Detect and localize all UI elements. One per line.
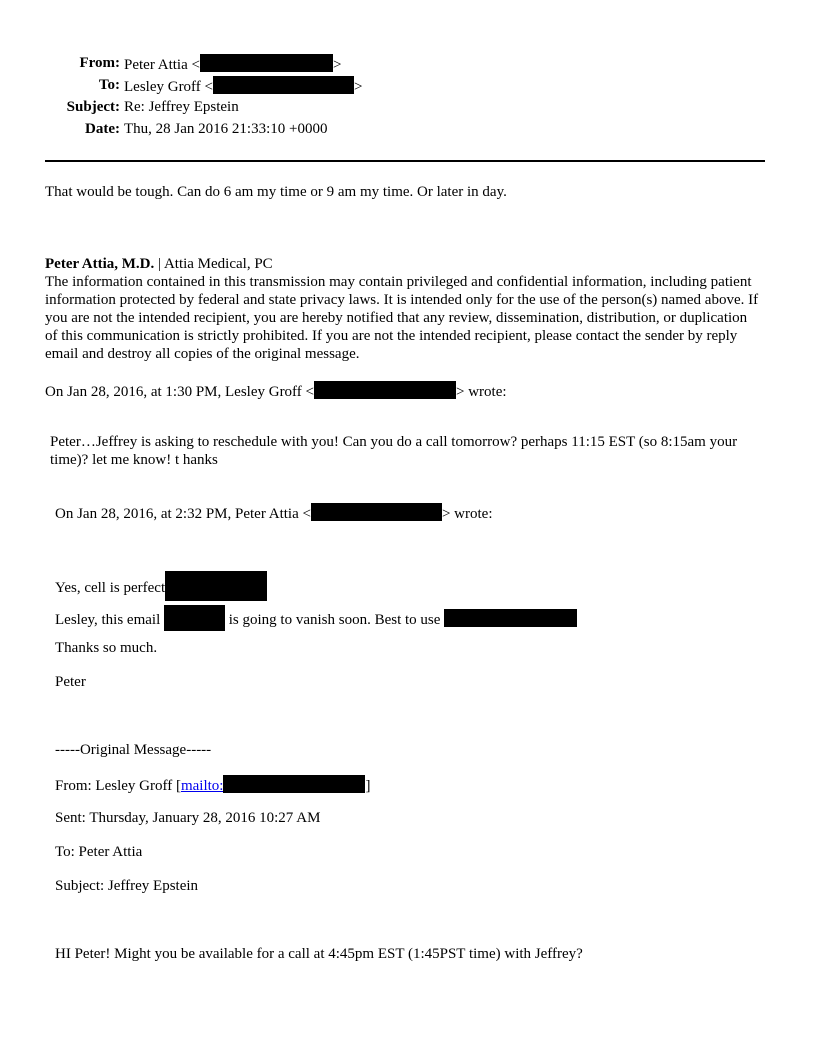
redacted-block — [164, 605, 225, 631]
date-value: Thu, 28 Jan 2016 21:33:10 +0000 — [124, 121, 328, 137]
to-label: To: — [98, 77, 120, 93]
original-divider: -----Original Message----- — [55, 742, 212, 758]
disclaimer: The information contained in this transmission may contain privileged and confidential information, including patient information protected by federal and state privacy laws. It is intended only for the use of the person(s) named above. If you are not the intended recipient, you are hereby notified that any review, dissemination, distribution, or duplication of this communication is strictly prohibited. If you are not the intended recipient, please contact the sender by reply email and destroy all copies of the original message. — [45, 274, 759, 362]
redacted-block — [314, 381, 456, 399]
signature-org: | Attia Medical, PC — [154, 256, 273, 272]
quote2-line4: Peter — [55, 674, 86, 690]
redacted-block — [200, 54, 333, 72]
redacted-block — [311, 503, 442, 521]
redacted-block — [213, 76, 354, 94]
header-divider — [45, 160, 765, 162]
from-label: From: — [79, 55, 120, 71]
quote1-intro: On Jan 28, 2016, at 1:30 PM, Lesley Groff < > wrote: — [45, 381, 507, 401]
original-to: To: Peter Attia — [55, 844, 143, 860]
subject-label: Subject: — [66, 99, 120, 115]
redacted-block — [223, 775, 365, 793]
quote2-line2: Lesley, this email is going to vanish soon. Best to use — [55, 605, 577, 631]
redacted-block — [165, 571, 267, 601]
from-value: Peter Attia < > — [124, 54, 341, 74]
quote1-text: Peter…Jeffrey is asking to reschedule with you! Can you do a call tomorrow? perhaps 11:15 EST (so 8:15am your time)? let me know! t hanks — [50, 434, 738, 468]
date-label: Date: — [85, 121, 120, 137]
redacted-block — [444, 609, 577, 627]
original-from: From: Lesley Groff [mailto: ] — [55, 775, 370, 795]
subject-value: Re: Jeffrey Epstein — [124, 99, 239, 115]
to-value: Lesley Groff < > — [124, 76, 362, 96]
original-message: HI Peter! Might you be available for a call at 4:45pm EST (1:45PST time) with Jeffrey? — [55, 946, 583, 962]
mailto-link[interactable]: mailto: — [180, 778, 224, 794]
reply-text: That would be tough. Can do 6 am my time or 9 am my time. Or later in day. — [45, 184, 507, 200]
signature — [45, 255, 273, 273]
quote2-intro: On Jan 28, 2016, at 2:32 PM, Peter Attia < > wrote: — [55, 503, 492, 523]
quote2-line1: Yes, cell is perfect — [55, 571, 267, 601]
original-sent: Sent: Thursday, January 28, 2016 10:27 AM — [55, 810, 321, 826]
original-subject: Subject: Jeffrey Epstein — [55, 878, 199, 894]
signature-name: Peter Attia, M.D. — [45, 256, 155, 272]
quote2-line3: Thanks so much. — [55, 640, 158, 656]
